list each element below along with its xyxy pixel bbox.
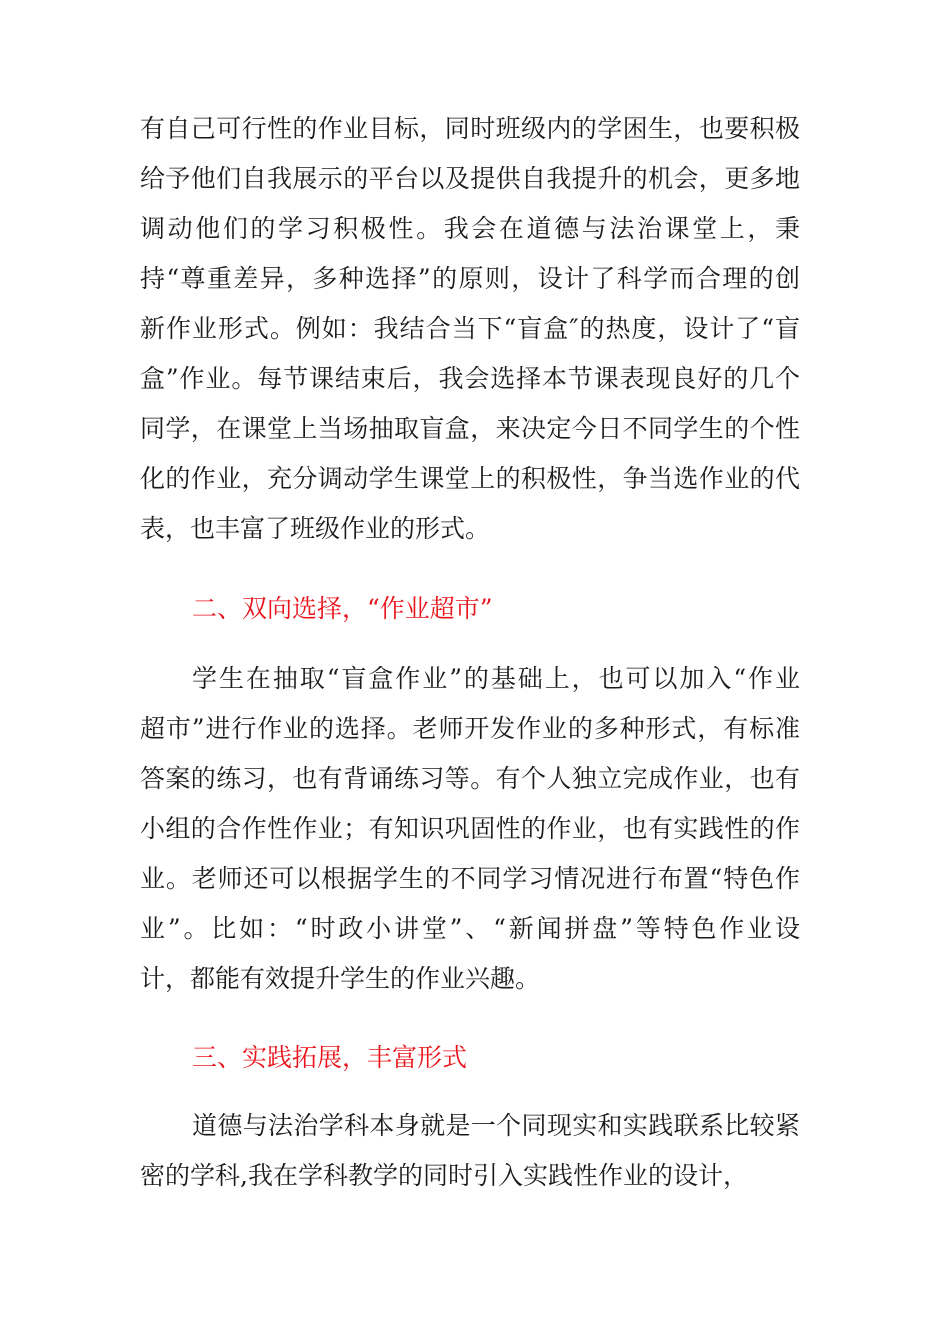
- paragraph-line: 化的作业，充分调动学生课堂上的积极性，争当选作业的代: [140, 464, 800, 493]
- paragraph-line: 有自己可行性的作业目标，同时班级内的学困生，也要积极: [140, 114, 800, 143]
- paragraph-line: 小组的合作性作业；有知识巩固性的作业，也有实践性的作: [140, 814, 800, 843]
- paragraph-line: 同学，在课堂上当场抽取盲盒，来决定今日不同学生的个性: [140, 414, 800, 443]
- section-heading: 二、双向选择，“作业超市”: [192, 594, 493, 623]
- paragraph-line: 给予他们自我展示的平台以及提供自我提升的机会，更多地: [140, 164, 800, 193]
- paragraph-line: 持“尊重差异，多种选择”的原则，设计了科学而合理的创: [140, 264, 800, 293]
- paragraph-line: 新作业形式。例如：我结合当下“盲盒″的热度，设计了“盲: [140, 314, 800, 343]
- paragraph-line: 业。老师还可以根据学生的不同学习情况进行布置“特色作: [140, 864, 800, 893]
- paragraph-line: 答案的练习，也有背诵练习等。有个人独立完成作业，也有: [140, 764, 800, 793]
- paragraph-line: 表，也丰富了班级作业的形式。: [140, 514, 491, 543]
- paragraph-line: 业”。比如：“时政小讲堂”、“新闻拼盘”等特色作业设: [140, 914, 800, 943]
- paragraph-line: 调动他们的学习积极性。我会在道德与法治课堂上，秉: [140, 214, 800, 243]
- paragraph-line: 计，都能有效提升学生的作业兴趣。: [140, 964, 541, 993]
- paragraph-line: 超市”进行作业的选择。老师开发作业的多种形式，有标准: [140, 714, 800, 743]
- paragraph-line: 盒”作业。每节课结束后，我会选择本节课表现良好的几个: [140, 364, 800, 393]
- section-heading: 三、实践拓展，丰富形式: [192, 1043, 468, 1072]
- paragraph-line: 密的学科,我在学科教学的同时引入实践性作业的设计，: [140, 1161, 748, 1190]
- paragraph-line: 学生在抽取“盲盒作业”的基础上，也可以加入“作业: [192, 664, 800, 693]
- paragraph-line: 道德与法治学科本身就是一个同现实和实践联系比较紧: [192, 1111, 800, 1140]
